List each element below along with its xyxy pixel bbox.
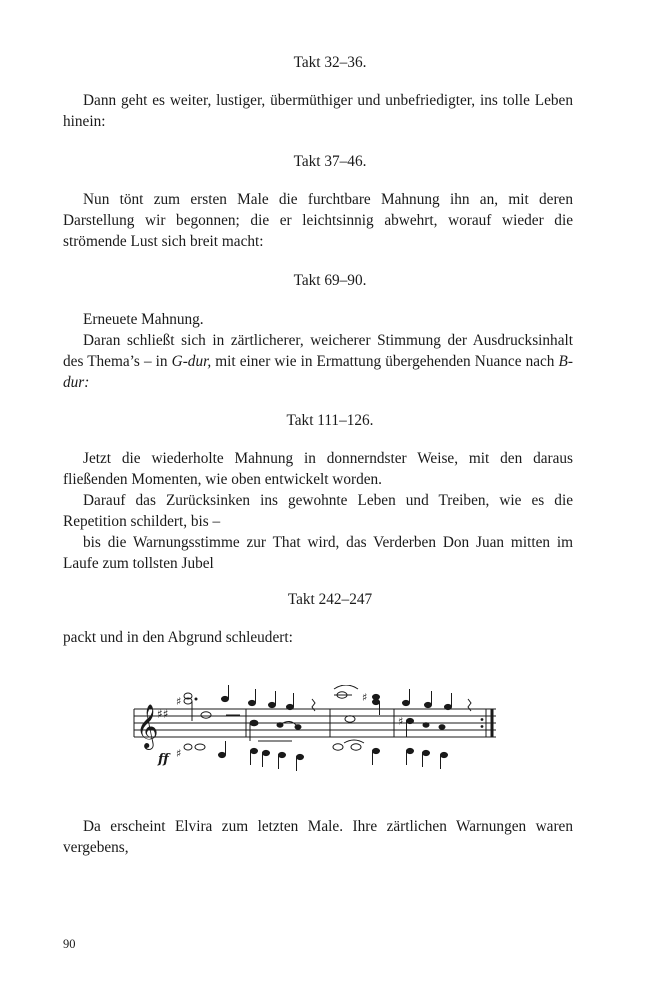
heading-takt-242-247: Takt 242–247 [287, 591, 373, 608]
paragraph-1-text: Dann geht es weiter, lustiger, übermüthiger und unbefriedigter, ins tolle Leben hinein: [63, 92, 573, 130]
paragraph-5-7 [63, 448, 573, 574]
paragraph-1 [63, 90, 573, 132]
dynamic-marking: ff [158, 752, 169, 767]
paragraph-6-text: Darauf das Zurücksinken ins gewohnte Leben und Treiben, wie es die Repetition schildert, bis – [63, 492, 573, 530]
heading-takt-111-126: Takt 111–126. [286, 412, 374, 429]
svg-text:♯: ♯ [176, 695, 182, 708]
music-score-excerpt [130, 685, 510, 785]
paragraph-5-text: Jetzt die wiederholte Mahnung in donnerndster Weise, mit den daraus fließenden Momenten, wie oben entwickelt worden. [63, 450, 573, 488]
key-signature-sharps: ♯♯ [157, 707, 169, 721]
music-notation [130, 685, 510, 785]
svg-text:♯: ♯ [176, 747, 182, 760]
key-g-dur: G-dur, [171, 353, 212, 370]
paragraph-4-part-a: Daran schließt sich in zärtlicherer, weicherer Stimmung der Ausdrucksinhalt des Thema’s – in [63, 332, 573, 370]
paragraph-2 [63, 189, 573, 252]
svg-text:♯: ♯ [398, 715, 404, 728]
paragraph-7-text: bis die Warnungsstimme zur That wird, das Verderben Don Juan mitten im Laufe zum tollsten Jubel [63, 534, 573, 572]
paragraph-8 [63, 627, 573, 648]
paragraph-8-text: packt und in den Abgrund schleudert: [63, 629, 293, 646]
paragraph-9 [63, 816, 573, 858]
paragraph-3-text: Erneuete Mahnung. [83, 311, 204, 328]
paragraph-9-text: Da erscheint Elvira zum letzten Male. Ihre zärtlichen Warnungen waren vergebens, [63, 818, 573, 856]
paragraph-4-text [63, 330, 573, 393]
heading-takt-37-46: Takt 37–46. [293, 153, 367, 170]
svg-text:♯: ♯ [362, 691, 368, 704]
measure-4 [398, 689, 476, 769]
key-b-dur: B-dur: [63, 353, 573, 391]
paragraph-2-text: Nun tönt zum ersten Male die furchtbare Mahnung ihn an, mit deren Darstellung wir begonnen; die er leichtsinnig abwehrt, worauf wieder die strömende Lust sich breit macht: [63, 191, 573, 250]
paragraph-4-part-c: mit einer wie in Ermattung übergehenden Nuance nach [211, 353, 559, 370]
page-number: 90 [63, 937, 76, 951]
heading-takt-32-36: Takt 32–36. [293, 54, 367, 71]
measure-1 [176, 685, 240, 760]
treble-clef-icon: 𝄞 [136, 704, 159, 748]
staff-lines [134, 709, 496, 737]
heading-takt-69-90: Takt 69–90. [293, 272, 367, 289]
paragraph-3-4 [63, 309, 573, 393]
measure-3 [333, 685, 380, 765]
